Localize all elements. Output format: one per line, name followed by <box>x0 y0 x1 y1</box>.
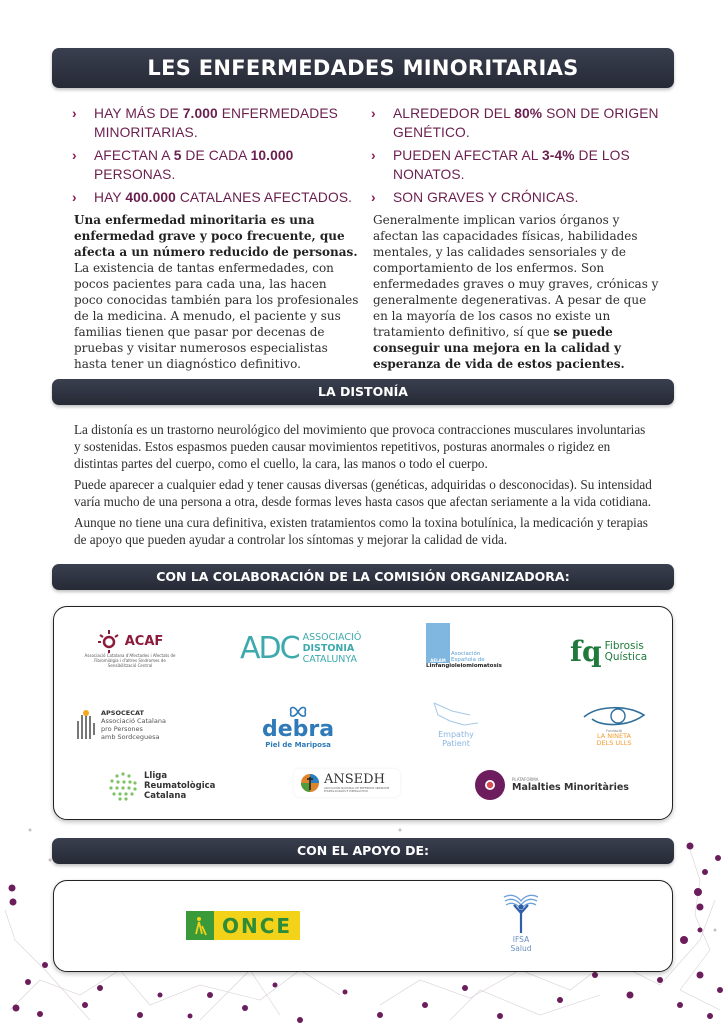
chevron-right-icon: › <box>371 148 376 163</box>
hand-icon <box>74 709 98 741</box>
logo-adc[interactable]: ADC ASSOCIACIÓ DISTONIA CATALUNYA <box>240 631 362 666</box>
main-title: LES ENFERMEDADES MINORITARIAS <box>147 56 579 80</box>
logo-debra[interactable]: debra Piel de Mariposa <box>262 705 334 749</box>
apoyo-logos-box <box>53 880 673 972</box>
person-with-cane-icon <box>192 916 208 936</box>
eye-icon <box>582 703 646 729</box>
distonia-text: La distonía es un trastorno neurológico del movimiento que provoca contracciones musculares involuntarias y sostenidas. Estos espasmos pueden causar movimientos repetitivos, posturas anormales o rigidez en distintas partes del cuerpo, como el cuello, la cara, las manos o todo el cuerpo. Puede aparecer a cualquier edad y tener causas diversas (genéticas, adquiridas o desconocidas). Su intensidad varía mucho de una persona a otra, desde formas leves hasta casos que afectan seriamente a la vida cotidiana. Aunque no tiene una cura definitiva, existen tratamientos como la toxina botulínica, la medicación y terapias de apoyo que pueden ayudar a controlar los síntomas y mejorar la calidad de vida. <box>74 422 652 547</box>
chevron-right-icon: › <box>72 106 77 121</box>
chevron-right-icon: › <box>371 190 376 205</box>
logo-ansedh[interactable]: ANSEDH ASOCIACIÓN NACIONAL DE ENFERMOS SÍNDROME EHLERS-DANLOS E HIPERLAXITUD <box>294 769 400 797</box>
fact-item: › HAY 400.000 CATALANES AFECTADOS. <box>72 190 353 205</box>
fact-item: › ALREDEDOR DEL 80% SON DE ORIGEN GENÉTICO. <box>371 106 659 140</box>
logo-ifsa-salud[interactable]: IFSA Salud <box>502 887 540 953</box>
logo-lliga-reumatologica[interactable]: Lliga Reumatològica Catalana <box>108 771 215 801</box>
distonia-title-bar <box>52 379 674 405</box>
logo-apsocecat[interactable]: APSOCECAT Associació Catalana pro Persones amb Sordceguesa <box>74 709 166 741</box>
plataforma-circle-icon <box>474 769 506 801</box>
ifsa-book-person-icon <box>502 887 540 935</box>
logo-empathy-patient[interactable]: Empathy Patient <box>426 701 486 748</box>
ansedh-emblem-icon <box>300 773 320 793</box>
sun-icon <box>97 629 121 653</box>
colaboracion-title: CON LA COLABORACIÓN DE LA COMISIÓN ORGANIZADORA: <box>156 569 570 584</box>
apoyo-title: CON EL APOYO DE: <box>297 843 429 858</box>
apoyo-title-bar <box>52 838 674 864</box>
logo-once[interactable]: ONCE <box>186 911 300 940</box>
logo-plataforma-malalties-minoritaries[interactable]: PLATAFORMA Malalties Minoritàries <box>474 769 629 801</box>
distonia-title: LA DISTONÍA <box>318 384 408 399</box>
colaboracion-logos-box <box>53 606 673 820</box>
chevron-right-icon: › <box>72 148 77 163</box>
intro-paragraph-right: Generalmente implican varios órganos y afectan las capacidades físicas, habilidades mentales, y las calidades sensoriales y de comportamiento de los enfermos. Son enfermedades graves o muy graves, crónicas y generalmente degenerativas. A pesar de que en la mayoría de los casos no existe un tratamiento definitivo, sí que se puede conseguir una mejora en la calidad y esperanza de vida de estos pacientes. <box>373 213 659 371</box>
logo-la-nineta-dels-ulls[interactable]: Fundació LA NINETA DELS ULLS <box>582 703 646 747</box>
main-title-bar <box>52 48 674 88</box>
colaboracion-title-bar <box>52 564 674 590</box>
fact-item: › HAY MÁS DE 7.000 ENFERMEDADES MINORITARIAS. <box>72 106 338 140</box>
dots-circle-icon <box>108 771 138 801</box>
fact-item: › SON GRAVES Y CRÓNICAS. <box>371 190 579 205</box>
chevron-right-icon: › <box>371 106 376 121</box>
logo-fibrosis-quistica[interactable]: fq Fibrosis Quística <box>570 635 648 668</box>
intro-paragraph-left: Una enfermedad minoritaria es una enfermedad grave y poco frecuente, que afecta a un número reducido de personas. La existencia de tantas enfermedades, con pocos pacientes para cada una, las hacen poco conocidas también para los profesionales de la medicina. A menudo, el paciente y sus familias tienen que pasar por decenas de pruebas y visitar numerosos especialistas hasta tener un diagnóstico definitivo. <box>74 213 359 371</box>
logo-acaf[interactable]: ACAF Associació Catalana d'Afectades i Afectats de Fibromiàlgia i d'altres Síndromes de Sensibilització Central <box>80 629 180 668</box>
chevron-right-icon: › <box>72 190 77 205</box>
facts-list-right <box>371 104 671 211</box>
fact-item: › AFECTAN A 5 DE CADA 10.000 PERSONAS. <box>72 148 294 182</box>
logo-aelam[interactable]: AELAM Asociación Española de Linfangioleiomiomatosis <box>426 623 496 679</box>
facts-list-left <box>72 104 367 211</box>
constellation-icon <box>430 701 482 731</box>
fact-item: › PUEDEN AFECTAR AL 3-4% DE LOS NONATOS. <box>371 148 630 182</box>
